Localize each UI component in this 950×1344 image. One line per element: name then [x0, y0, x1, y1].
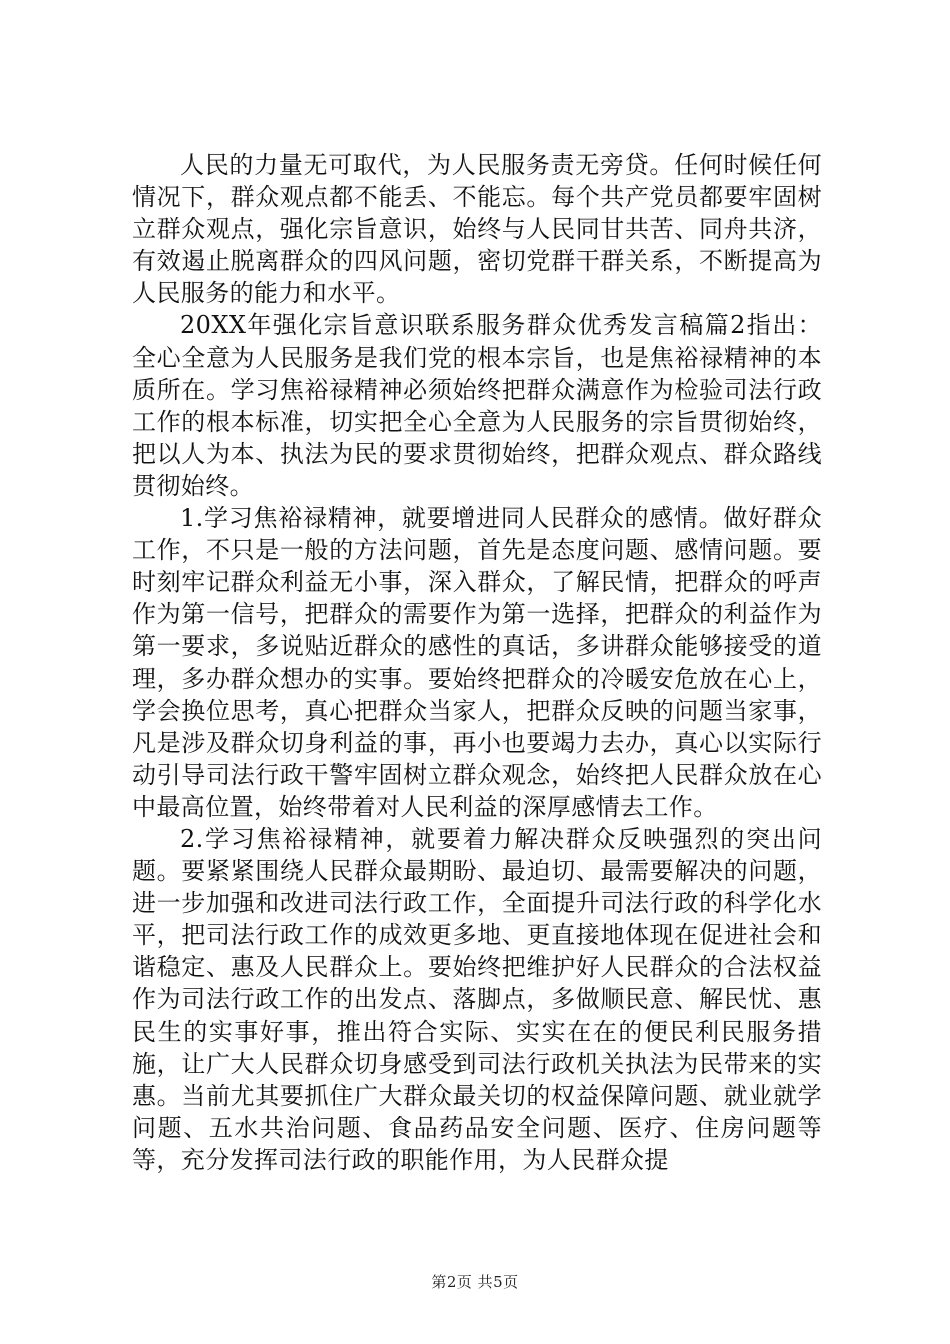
- paragraph-3: 1.学习焦裕禄精神，就要增进同人民群众的感情。做好群众工作，不只是一般的方法问题，首先是态度问题、感情问题。要时刻牢记群众利益无小事，深入群众，了解民情，把群众的呼声作为第一信号，把群众的需要作为第一选择，把群众的利益作为第一要求，多说贴近群众的感性的真话，多讲群众能够接受的道理，多办群众想办的实事。要始终把群众的冷暖安危放在心上，学会换位思考，真心把群众当家人，把群众反映的问题当家事，凡是涉及群众切身利益的事，再小也要竭力去办，真心以实际行动引导司法行政干警牢固树立群众观念，始终把人民群众放在心中最高位置，始终带着对人民利益的深厚感情去工作。: [132, 504, 822, 821]
- paragraph-4: 2.学习焦裕禄精神，就要着力解决群众反映强烈的突出问题。要紧紧围绕人民群众最期盼、最迫切、最需要解决的问题，进一步加强和改进司法行政工作，全面提升司法行政的科学化水平，把司法行政工作的成效更多地、更直接地体现在促进社会和谐稳定、惠及人民群众上。要始终把维护好人民群众的合法权益作为司法行政工作的出发点、落脚点，多做顺民意、解民忧、惠民生的实事好事，推出符合实际、实实在在的便民利民服务措施，让广大人民群众切身感受到司法行政机关执法为民带来的实惠。当前尤其要抓住广大群众最关切的权益保障问题、就业就学问题、五水共治问题、食品药品安全问题、医疗、住房问题等等，充分发挥司法行政的职能作用，为人民群众提: [132, 824, 822, 1174]
- paragraph-1: 人民的力量无可取代，为人民服务责无旁贷。任何时候任何情况下，群众观点都不能丢、不能忘。每个共产党员都要牢固树立群众观点，强化宗旨意识，始终与人民同甘共苦、同舟共济，有效遏止脱离群众的四风问题，密切党群干群关系，不断提高为人民服务的能力和水平。: [132, 151, 822, 308]
- document-body: [132, 149, 822, 1176]
- paragraph-2: 20XX年强化宗旨意识联系服务群众优秀发言稿篇2指出：全心全意为人民服务是我们党的根本宗旨，也是焦裕禄精神的本质所在。学习焦裕禄精神必须始终把群众满意作为检验司法行政工作的根本标准，切实把全心全意为人民服务的宗旨贯彻始终，把以人为本、执法为民的要求贯彻始终，把群众观点、群众路线贯彻始终。: [132, 311, 822, 500]
- page-number-footer: 第2页 共5页: [431, 1273, 519, 1291]
